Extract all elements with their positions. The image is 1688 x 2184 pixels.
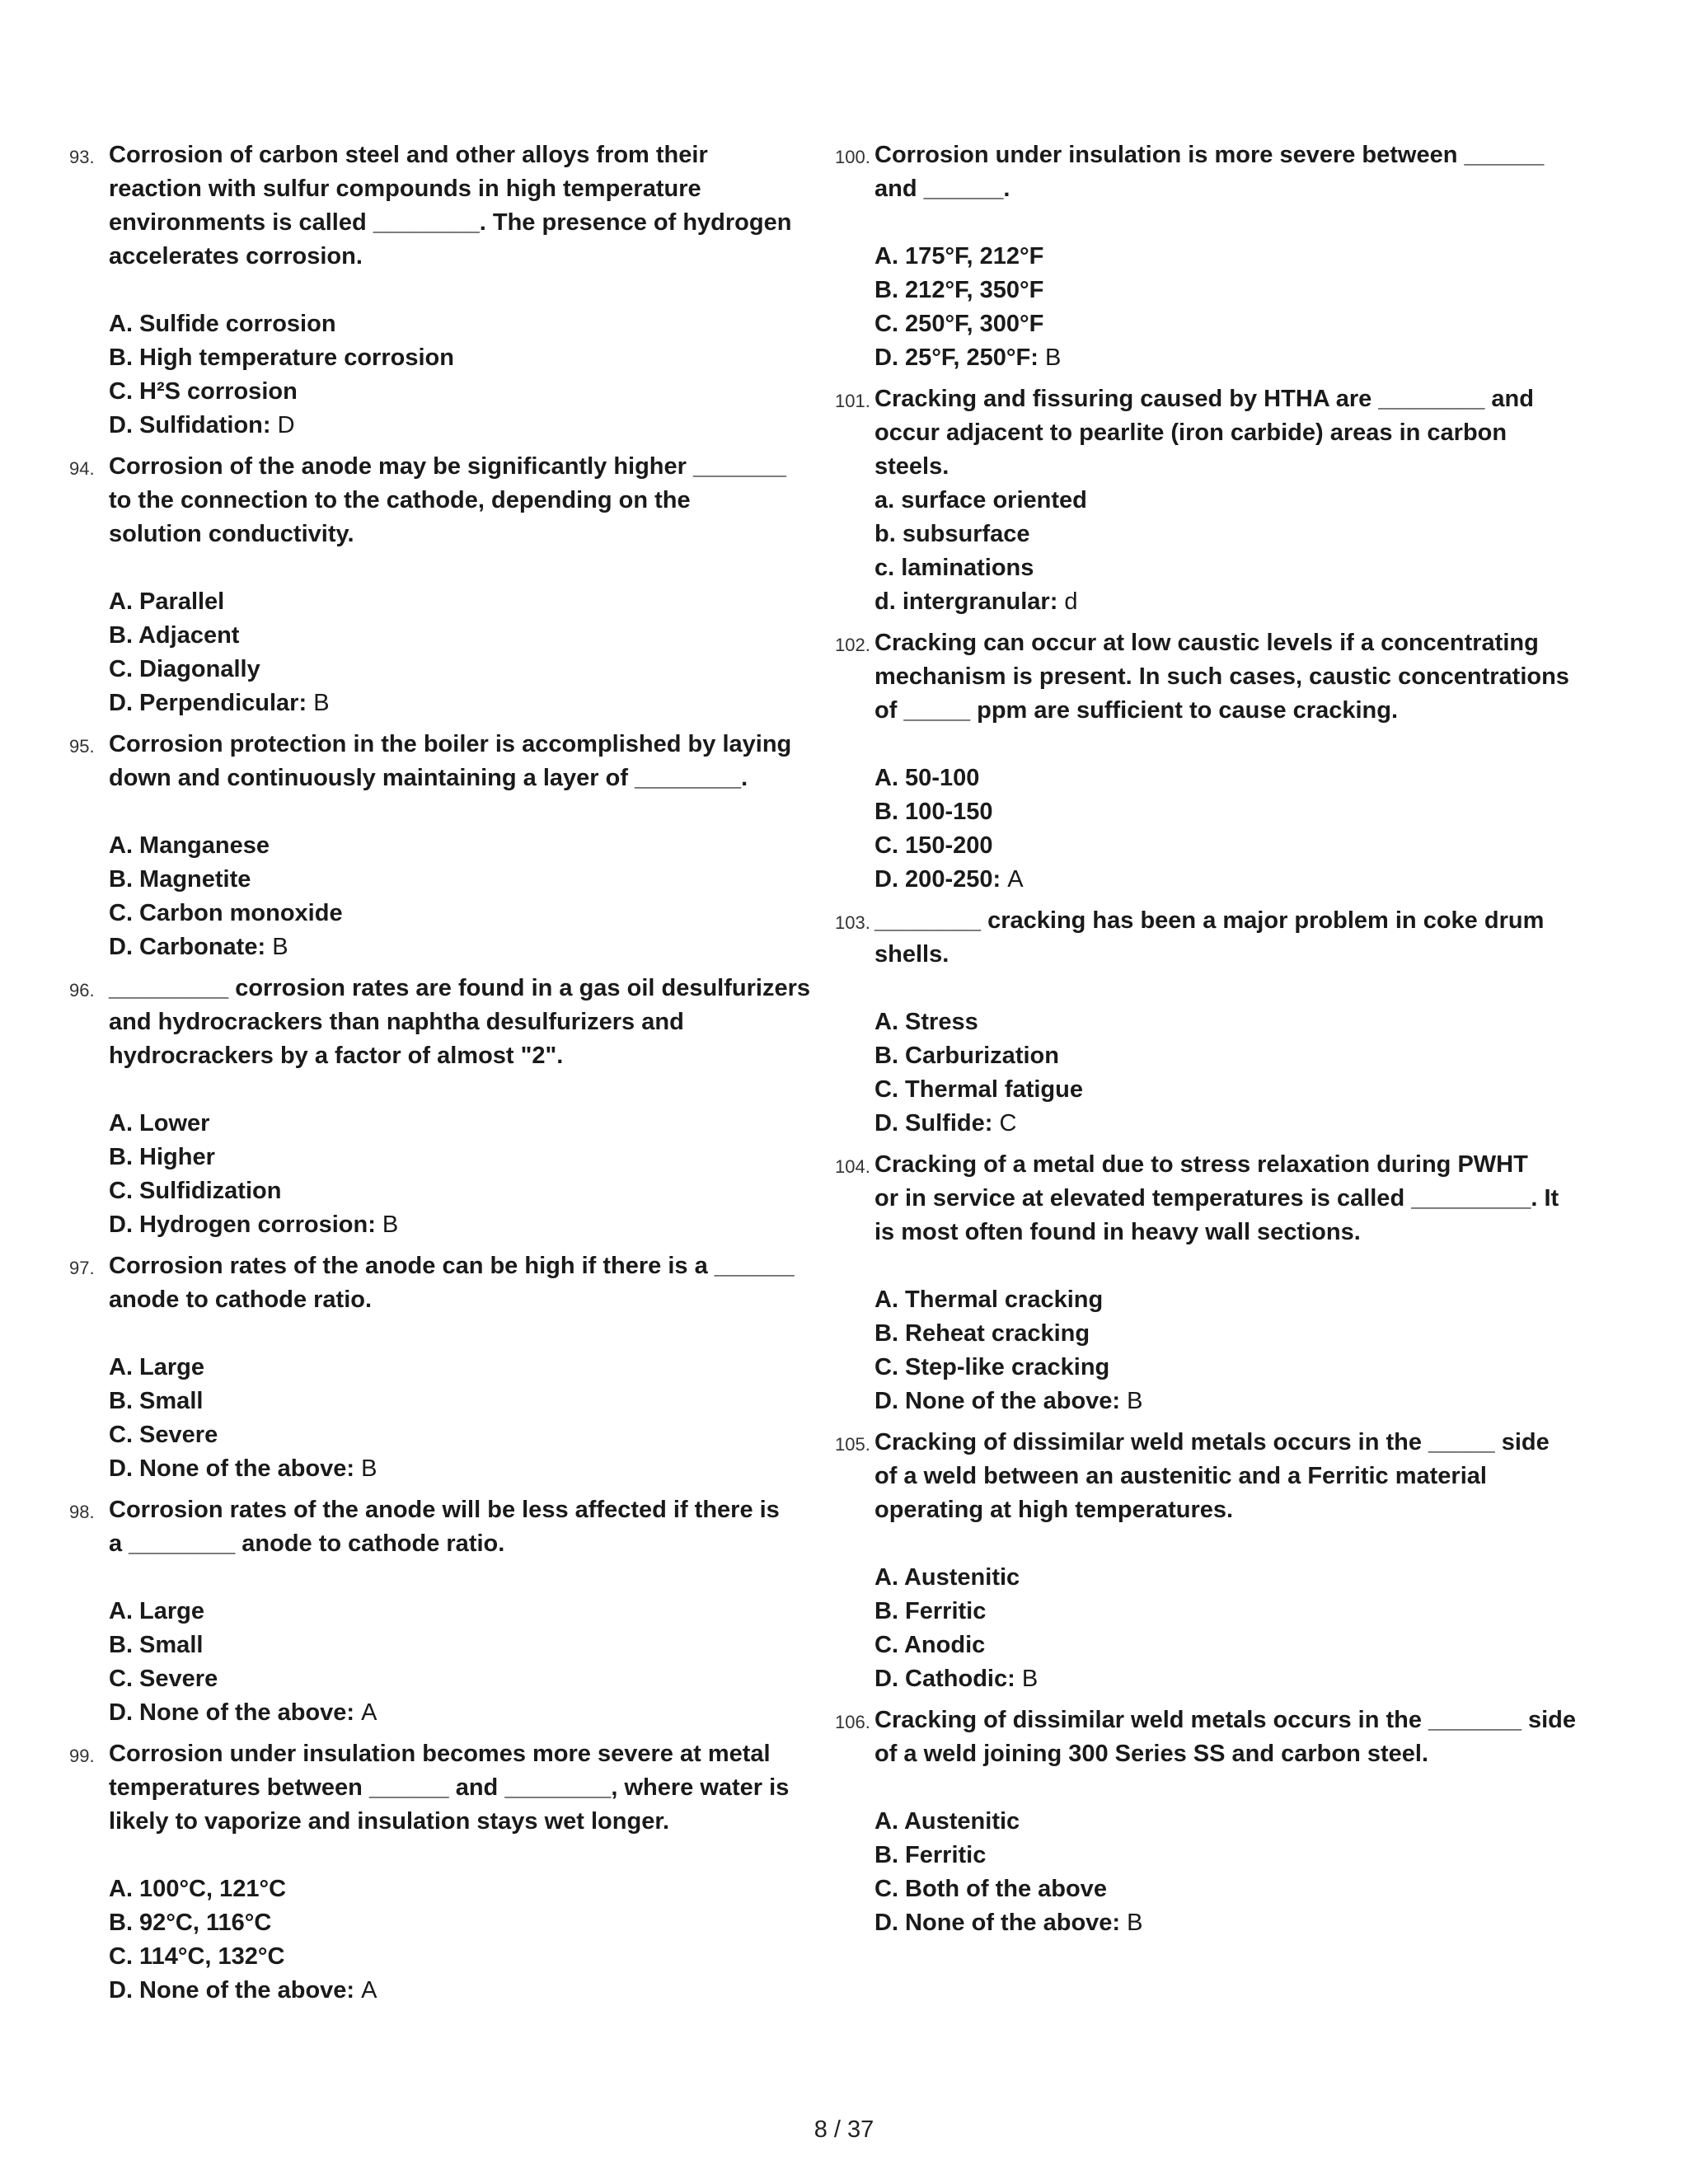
- question-gap: [835, 897, 1577, 904]
- option-label: D. Cathodic:: [874, 1666, 1015, 1692]
- answer-option: [874, 1872, 1577, 1906]
- answer-option: [109, 585, 811, 619]
- question-gap: [69, 720, 811, 728]
- option-label: B. Reheat cracking: [874, 1320, 1090, 1347]
- answer-option: [109, 1107, 811, 1141]
- answer-option: [109, 1595, 811, 1629]
- option-label: C. Carbon monoxide: [109, 900, 343, 926]
- question-spacer: [874, 1771, 1577, 1805]
- option-label: A. Thermal cracking: [874, 1286, 1104, 1313]
- question-spacer: [874, 728, 1577, 762]
- answer-option: [874, 1805, 1577, 1839]
- question-text: Cracking of dissimilar weld metals occurs in the _____ side of a weld between an austenitic and a Ferritic material operating at high temperatures.: [874, 1429, 1550, 1523]
- answer-option: [109, 1141, 811, 1174]
- answer-option: [109, 930, 811, 964]
- answer-option: [109, 1418, 811, 1452]
- option-label: A. Stress: [874, 1009, 978, 1035]
- answer-option: [109, 619, 811, 653]
- page-number: 8 / 37: [814, 2116, 874, 2143]
- option-label: D. None of the above:: [874, 1388, 1121, 1414]
- option-label: A. 100°C, 121°C: [109, 1876, 287, 1902]
- option-label: C. 114°C, 132°C: [109, 1943, 285, 1970]
- answer-option: [874, 341, 1577, 375]
- answer-option: [109, 653, 811, 687]
- question-gap: [69, 2008, 811, 2015]
- answer-option: [109, 1872, 811, 1906]
- option-label: A. Large: [109, 1598, 205, 1624]
- question-gap: [69, 1730, 811, 1737]
- question-block: [835, 1426, 1577, 1696]
- option-label: A. Austenitic: [874, 1564, 1020, 1591]
- question-text: _________ corrosion rates are found in a gas oil desulfurizers and hydrocrackers than naphtha desulfurizers and hydrocrackers by a factor of almost "2".: [109, 975, 810, 1069]
- question-spacer: [874, 206, 1577, 240]
- answer-option: [874, 829, 1577, 863]
- option-label: B. 92°C, 116°C: [109, 1910, 272, 1936]
- answer-option: [109, 1696, 811, 1730]
- answer-option: [109, 1662, 811, 1696]
- question-text: Cracking and fissuring caused by HTHA are ________ and occur adjacent to pearlite (iron carbide) areas in carbon steels.: [874, 386, 1534, 480]
- correct-answer: B: [272, 934, 288, 960]
- question-spacer: [874, 972, 1577, 1005]
- option-label: C. Severe: [109, 1422, 218, 1448]
- answer-option: [874, 1073, 1577, 1107]
- question-number: 93.: [69, 147, 95, 167]
- question-number: 104.: [835, 1156, 870, 1177]
- option-label: C. Anodic: [874, 1632, 986, 1658]
- question-text: Cracking of a metal due to stress relaxation during PWHT or in service at elevated temperatures is called _________. It is most often found in heavy wall sections.: [874, 1151, 1559, 1245]
- question-block: [835, 1148, 1577, 1418]
- option-label: A. Manganese: [109, 832, 270, 859]
- correct-answer: D: [277, 412, 295, 438]
- answer-option: [109, 1385, 811, 1418]
- option-label: B. Magnetite: [109, 866, 251, 893]
- answer-option: [109, 1974, 811, 2008]
- answer-option: [874, 274, 1577, 307]
- option-label: A. Large: [109, 1354, 205, 1380]
- question-spacer: [874, 1249, 1577, 1283]
- question-block: [835, 904, 1577, 1141]
- question-spacer: [109, 1317, 811, 1351]
- option-label: A. Sulfide corrosion: [109, 311, 336, 337]
- answer-option: [874, 484, 1577, 518]
- option-label: a. surface oriented: [874, 487, 1087, 513]
- question-gap: [835, 619, 1577, 626]
- correct-answer: B: [382, 1212, 399, 1238]
- correct-answer: B: [313, 690, 330, 716]
- correct-answer: A: [1007, 866, 1024, 893]
- option-label: B. 100-150: [874, 799, 993, 825]
- correct-answer: B: [1127, 1388, 1143, 1414]
- answer-option: [874, 1385, 1577, 1418]
- question-text: Corrosion of the anode may be significantly higher _______ to the connection to the cathode, depending on the solution conductivity.: [109, 453, 786, 547]
- question-number: 94.: [69, 458, 95, 479]
- answer-option: [109, 375, 811, 409]
- answer-option: [874, 1561, 1577, 1595]
- question-text: Corrosion under insulation becomes more severe at metal temperatures between ______ and ________, where water is likely to vaporize and insulation stays wet longer.: [109, 1741, 790, 1835]
- answer-option: [874, 1906, 1577, 1940]
- question-spacer: [109, 274, 811, 307]
- option-label: d. intergranular:: [874, 588, 1058, 615]
- option-label: A. 50-100: [874, 765, 980, 791]
- question-number: 96.: [69, 980, 95, 1001]
- option-label: D. Hydrogen corrosion:: [109, 1212, 376, 1238]
- question-block: [69, 728, 811, 964]
- option-label: A. 175°F, 212°F: [874, 243, 1044, 269]
- question-spacer: [109, 1561, 811, 1595]
- question-block: [69, 972, 811, 1242]
- option-label: D. 200-250:: [874, 866, 1001, 893]
- question-gap: [69, 1486, 811, 1493]
- question-gap: [69, 443, 811, 450]
- correct-answer: A: [361, 1977, 377, 2004]
- question-spacer: [109, 551, 811, 585]
- question-block: [69, 1249, 811, 1486]
- answer-option: [109, 1208, 811, 1242]
- option-label: C. Diagonally: [109, 656, 260, 682]
- option-label: A. Parallel: [109, 588, 225, 615]
- question-number: 103.: [835, 912, 870, 933]
- right-column: [835, 138, 1577, 1947]
- option-label: A. Lower: [109, 1110, 210, 1137]
- option-label: D. None of the above:: [109, 1977, 355, 2004]
- question-block: [835, 626, 1577, 897]
- question-number: 100.: [835, 147, 870, 167]
- question-block: [69, 1493, 811, 1730]
- option-label: C. Severe: [109, 1666, 218, 1692]
- question-text: Corrosion under insulation is more severe between ______ and ______.: [874, 142, 1545, 202]
- question-gap: [69, 1242, 811, 1249]
- answer-option: [874, 1107, 1577, 1141]
- answer-option: [874, 1629, 1577, 1662]
- answer-option: [109, 863, 811, 897]
- question-number: 102.: [835, 635, 870, 655]
- option-label: C. Thermal fatigue: [874, 1076, 1083, 1103]
- option-label: D. None of the above:: [874, 1910, 1121, 1936]
- answer-option: [874, 1283, 1577, 1317]
- answer-option: [109, 1629, 811, 1662]
- option-label: B. High temperature corrosion: [109, 344, 454, 371]
- question-number: 106.: [835, 1712, 870, 1732]
- answer-option: [109, 687, 811, 720]
- question-number: 97.: [69, 1258, 95, 1278]
- question-block: [835, 382, 1577, 619]
- question-spacer: [109, 1073, 811, 1107]
- question-number: 95.: [69, 736, 95, 757]
- answer-option: [109, 1351, 811, 1385]
- option-label: C. 150-200: [874, 832, 993, 859]
- left-column: [69, 138, 811, 2015]
- answer-option: [874, 518, 1577, 551]
- answer-option: [874, 795, 1577, 829]
- question-block: [835, 138, 1577, 375]
- question-block: [69, 450, 811, 720]
- answer-option: [874, 551, 1577, 585]
- question-gap: [835, 1696, 1577, 1704]
- question-gap: [835, 375, 1577, 382]
- option-label: C. Step-like cracking: [874, 1354, 1110, 1380]
- question-gap: [69, 964, 811, 972]
- option-label: B. Higher: [109, 1144, 215, 1170]
- question-gap: [835, 1418, 1577, 1426]
- answer-option: [874, 1039, 1577, 1073]
- question-text: Corrosion rates of the anode will be less affected if there is a ________ anode to cathode ratio.: [109, 1497, 780, 1557]
- question-text: Cracking of dissimilar weld metals occurs in the _______ side of a weld joining 300 Series SS and carbon steel.: [874, 1707, 1577, 1767]
- answer-option: [109, 897, 811, 930]
- answer-option: [874, 1317, 1577, 1351]
- option-label: D. Perpendicular:: [109, 690, 307, 716]
- question-number: 99.: [69, 1746, 95, 1766]
- question-number: 101.: [835, 391, 870, 411]
- question-gap: [835, 1141, 1577, 1148]
- question-text: Corrosion protection in the boiler is accomplished by laying down and continuously maintaining a layer of ________.: [109, 731, 792, 791]
- option-label: C. Both of the above: [874, 1876, 1107, 1902]
- correct-answer: B: [1044, 344, 1062, 371]
- question-text: Cracking can occur at low caustic levels if a concentrating mechanism is present. In such cases, caustic concentrations of _____ ppm are sufficient to cause cracking.: [874, 630, 1569, 724]
- question-number: 105.: [835, 1434, 870, 1455]
- answer-option: [874, 1595, 1577, 1629]
- option-label: B. 212°F, 350°F: [874, 277, 1044, 303]
- question-spacer: [109, 795, 811, 829]
- correct-answer: B: [1021, 1666, 1039, 1692]
- question-block: [69, 138, 811, 443]
- answer-option: [874, 863, 1577, 897]
- correct-answer: d: [1064, 588, 1078, 615]
- question-text: Corrosion of carbon steel and other alloys from their reaction with sulfur compounds in high temperature environments is called ________. The presence of hydrogen accelerates corrosion.: [109, 142, 792, 269]
- correct-answer: B: [1127, 1910, 1143, 1936]
- answer-option: [109, 1906, 811, 1940]
- answer-option: [874, 1351, 1577, 1385]
- option-label: C. Sulfidization: [109, 1178, 282, 1204]
- answer-option: [874, 585, 1577, 619]
- question-block: [69, 1737, 811, 2008]
- answer-option: [109, 307, 811, 341]
- option-label: D. Sulfide:: [874, 1110, 993, 1137]
- correct-answer: B: [361, 1455, 377, 1482]
- question-spacer: [109, 1839, 811, 1872]
- option-label: B. Small: [109, 1388, 204, 1414]
- option-label: D. Carbonate:: [109, 934, 266, 960]
- answer-option: [109, 409, 811, 443]
- answer-option: [874, 1662, 1577, 1696]
- answer-option: [109, 1452, 811, 1486]
- answer-option: [874, 240, 1577, 274]
- question-block: [835, 1704, 1577, 1940]
- question-text: Corrosion rates of the anode can be high if there is a ______ anode to cathode ratio.: [109, 1253, 795, 1313]
- answer-option: [109, 1940, 811, 1974]
- answer-option: [874, 1005, 1577, 1039]
- option-label: D. None of the above:: [109, 1455, 355, 1482]
- question-gap: [835, 1940, 1577, 1947]
- answer-option: [109, 341, 811, 375]
- option-label: B. Adjacent: [109, 622, 240, 649]
- question-number: 98.: [69, 1502, 95, 1522]
- option-label: c. laminations: [874, 555, 1034, 581]
- correct-answer: A: [361, 1699, 377, 1726]
- correct-answer: C: [999, 1110, 1017, 1137]
- answer-option: [874, 1839, 1577, 1872]
- answer-option: [109, 829, 811, 863]
- answer-option: [874, 307, 1577, 341]
- option-label: D. 25°F, 250°F:: [874, 344, 1039, 371]
- option-label: A. Austenitic: [874, 1808, 1020, 1835]
- question-text: ________ cracking has been a major problem in coke drum shells.: [874, 907, 1545, 968]
- answer-option: [874, 762, 1577, 795]
- option-label: B. Ferritic: [874, 1598, 987, 1624]
- answer-option: [109, 1174, 811, 1208]
- option-label: B. Small: [109, 1632, 204, 1658]
- option-label: D. Sulfidation:: [109, 412, 271, 438]
- option-label: C. H²S corrosion: [109, 378, 298, 405]
- option-label: B. Ferritic: [874, 1842, 987, 1868]
- option-label: D. None of the above:: [109, 1699, 355, 1726]
- option-label: B. Carburization: [874, 1043, 1059, 1069]
- option-label: C. 250°F, 300°F: [874, 311, 1044, 337]
- question-spacer: [874, 1527, 1577, 1561]
- option-label: b. subsurface: [874, 521, 1030, 547]
